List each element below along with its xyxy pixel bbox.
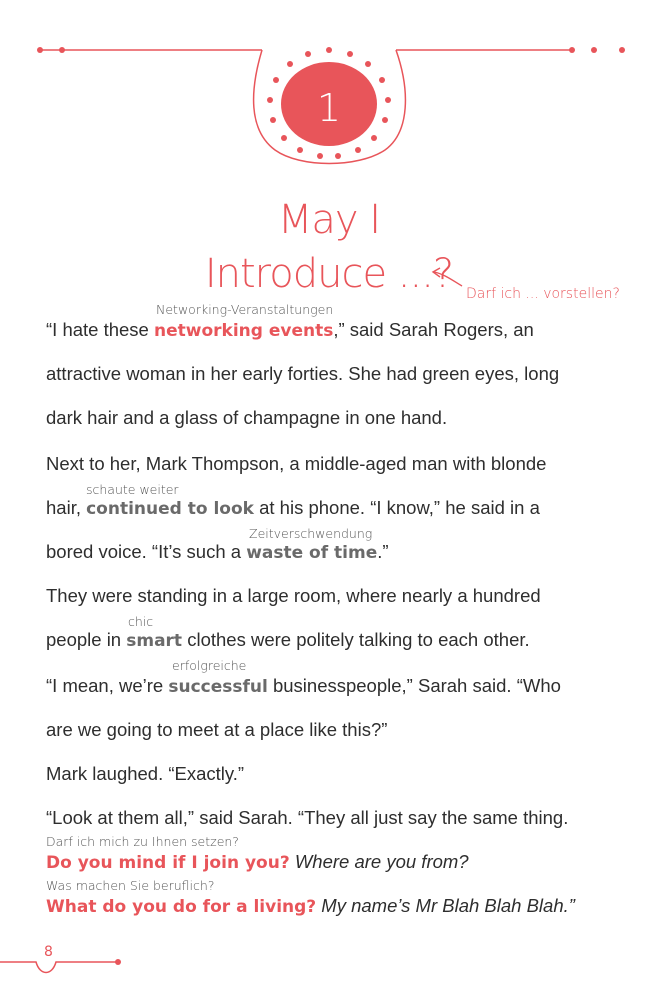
vocab-successful: successful bbox=[168, 677, 268, 697]
gloss-successful: erfolgreiche bbox=[172, 658, 247, 673]
text-line-5 bbox=[46, 496, 540, 521]
gloss-continued: schaute weiter bbox=[86, 482, 179, 497]
chapter-title-line1: May I bbox=[277, 197, 381, 243]
text-line-10: are we going to meet at a place like this?” bbox=[46, 719, 388, 740]
text-line-13 bbox=[46, 850, 469, 875]
gloss-networking: Networking-Veranstaltungen bbox=[156, 302, 334, 317]
vocab-smart: smart bbox=[126, 631, 183, 651]
text-line-7: They were standing in a large room, where nearly a hundred bbox=[46, 585, 541, 606]
vocab-networking-events: networking events bbox=[153, 321, 334, 341]
text-line-6 bbox=[46, 540, 389, 565]
text-run: Where are you from? bbox=[289, 851, 469, 872]
text-run: hair, bbox=[46, 497, 87, 518]
text-line-2: attractive woman in her early forties. She had green eyes, long bbox=[46, 363, 560, 384]
gloss-mind: Darf ich mich zu Ihnen setzen? bbox=[46, 834, 239, 849]
text-run: people in bbox=[46, 629, 127, 650]
text-run: businesspeople,” Sarah said. “Who bbox=[267, 675, 561, 696]
vocab-continued-to-look: continued to look bbox=[86, 499, 254, 519]
gloss-waste: Zeitverschwendung bbox=[249, 526, 373, 541]
title-gloss: Darf ich ... vorstellen? bbox=[466, 286, 620, 302]
text-run: clothes were politely talking to each other. bbox=[182, 629, 530, 650]
text-run: .” bbox=[377, 541, 389, 562]
chapter-title-line2: Introduce ...? bbox=[204, 251, 454, 297]
vocab-waste-of-time: waste of time bbox=[246, 543, 378, 563]
text-line-4: Next to her, Mark Thompson, a middle-aged man with blonde bbox=[46, 453, 547, 474]
gloss-living: Was machen Sie beruflich? bbox=[46, 878, 215, 893]
text-run: “I hate these bbox=[46, 319, 154, 340]
text-line-8 bbox=[46, 628, 530, 653]
text-line-1 bbox=[46, 318, 534, 343]
vocab-do-you-mind: Do you mind if I join you? bbox=[46, 853, 290, 873]
chapter-number: 1 bbox=[316, 86, 342, 130]
text-line-12: “Look at them all,” said Sarah. “They all just say the same thing. bbox=[46, 807, 569, 828]
text-line-9 bbox=[46, 674, 561, 699]
text-run: bored voice. “It’s such a bbox=[46, 541, 247, 562]
page-number: 8 bbox=[44, 944, 53, 960]
vocab-what-do-you-do: What do you do for a living? bbox=[46, 897, 317, 917]
text-run: at his phone. “I know,” he said in a bbox=[253, 497, 540, 518]
text-line-11: Mark laughed. “Exactly.” bbox=[46, 763, 245, 784]
text-run: My name’s Mr Blah Blah Blah.” bbox=[316, 895, 575, 916]
gloss-smart: chic bbox=[128, 614, 154, 629]
text-run: “I mean, we’re bbox=[46, 675, 169, 696]
text-line-14 bbox=[46, 894, 575, 919]
text-run: ,” said Sarah Rogers, an bbox=[333, 319, 534, 340]
text-line-3: dark hair and a glass of champagne in one hand. bbox=[46, 407, 448, 428]
